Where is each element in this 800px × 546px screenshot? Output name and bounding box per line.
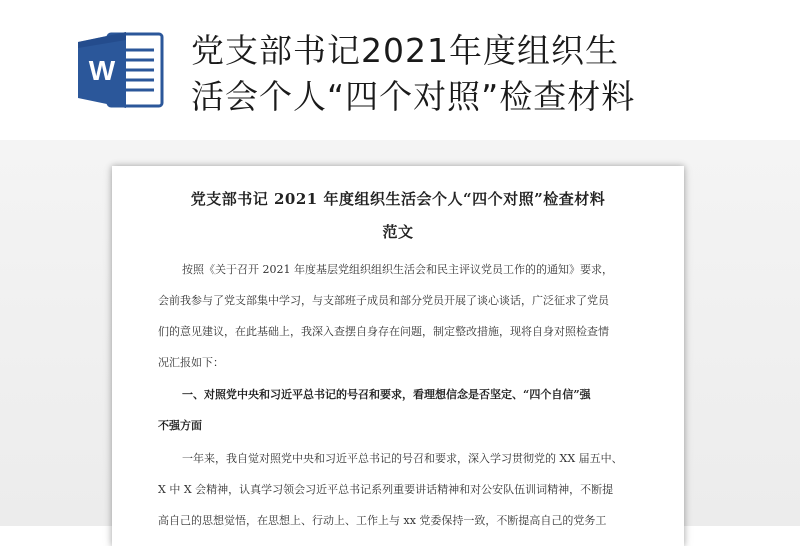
heading-line-2: 活会个人“四个对照”检查材料 bbox=[191, 77, 636, 116]
app-letter: W bbox=[88, 55, 116, 86]
body-line: 们的意见建议，在此基础上，我深入查摆自身存在问题，制定整改措施，现将自身对照检查情 bbox=[158, 325, 609, 338]
section-heading-line: 一、对照党中央和习近平总书记的号召和要求，看理想信念是否坚定、“四个自信”强 bbox=[182, 388, 591, 401]
body-line: 高自己的思想觉悟，在思想上、行动上、工作上与 xx 党委保持一致，不断提高自己的党务工 bbox=[158, 514, 607, 527]
header bbox=[0, 0, 800, 140]
body-line: 况汇报如下： bbox=[158, 356, 224, 369]
document-page bbox=[112, 166, 684, 546]
body-line: 一年来，我自觉对照党中央和习近平总书记的号召和要求，深入学习贯彻党的 XX 届五中、 bbox=[182, 452, 623, 465]
word-document-icon bbox=[74, 30, 166, 110]
document-heading bbox=[191, 28, 771, 120]
heading-line-1: 党支部书记2021年度组织生 bbox=[191, 31, 619, 70]
body-line: 会前我参与了党支部集中学习，与支部班子成员和部分党员开展了谈心谈话，广泛征求了党员 bbox=[158, 294, 609, 307]
page-title-line-2: 范文 bbox=[382, 223, 414, 241]
page-title-line-1: 党支部书记 2021 年度组织生活会个人“四个对照”检查材料 bbox=[190, 190, 606, 208]
body-line: X 中 X 会精神，认真学习领会习近平总书记系列重要讲话精神和对公安队伍训词精神，不断提 bbox=[158, 483, 614, 496]
body-line: 按照《关于召开 2021 年度基层党组织组织生活会和民主评议党员工作的的通知》要求， bbox=[182, 263, 613, 276]
section-heading-line: 不强方面 bbox=[158, 419, 202, 432]
